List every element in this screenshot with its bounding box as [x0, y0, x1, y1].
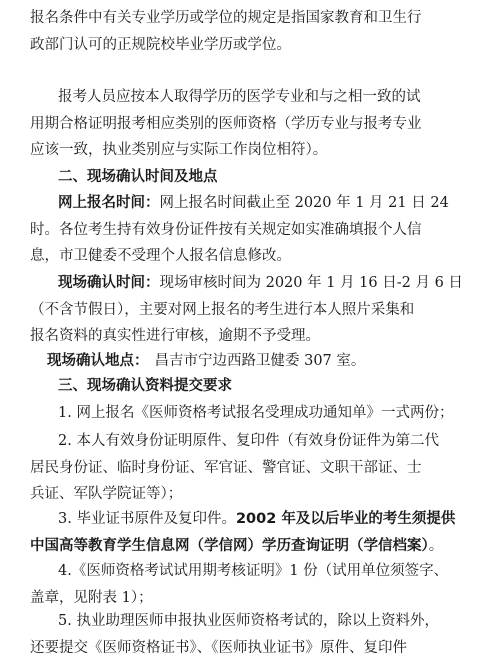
text-line: 1. 网上报名《医师资格考试报名受理成功通知单》一式两份； — [0, 400, 479, 427]
text-line: 还要提交《医师资格证书》、《医师执业证书》原件、复印件 — [0, 635, 479, 661]
section-heading-3 — [0, 373, 479, 400]
text-line: 应该一致，执业类别应与实际工作岗位相符）。 — [0, 137, 479, 164]
online-label: 网上报名时间： — [58, 195, 160, 211]
text-line: 兵证、军队学院证等）； — [0, 481, 479, 508]
text-line: 2. 本人有效身份证明原件、复印件（有效身份证件为第二代 — [0, 428, 479, 455]
list-item — [0, 428, 479, 508]
text-line: 息，市卫健委不受理个人报名信息修改。 — [0, 243, 479, 270]
paragraph-onsite-time — [0, 270, 479, 350]
location-label: 现场确认地点： — [47, 353, 149, 369]
text-line: 报名条件中有关专业学历或学位的规定是指国家教育和卫生行 — [0, 5, 479, 32]
list-item — [0, 608, 479, 661]
paragraph-qualification — [0, 5, 479, 58]
item3-text: 。 — [429, 538, 444, 554]
text-line: 居民身份证、临时身份证、军官证、警官证、文职干部证、士 — [0, 455, 479, 482]
location-value: 昌吉市宁边西路卫健委 307 室。 — [149, 353, 366, 369]
list-item — [0, 558, 479, 611]
text-line: 报考人员应按本人取得学历的医学专业和与之相一致的试 — [0, 84, 479, 111]
text-line: 用期合格证明报考相应类别的医师资格（学历专业与报考专业 — [0, 111, 479, 138]
text-line: 5. 执业助理医师申报执业医师资格考试的，除以上资料外， — [0, 608, 479, 635]
text-line: 政部门认可的正规院校毕业学历或学位。 — [0, 32, 479, 59]
paragraph-application-rules — [0, 84, 479, 164]
item3-text: 3. 毕业证书原件及复印件。 — [58, 511, 236, 527]
paragraph-online-registration — [0, 190, 479, 270]
paragraph-location — [0, 348, 479, 375]
item3-bold-text: 2002 年及以后毕业的考生须提供 — [236, 511, 455, 527]
text-line: 报名资料的真实性进行审核，逾期不予受理。 — [0, 323, 479, 350]
section-title: 三、现场确认资料提交要求 — [0, 373, 479, 400]
list-item — [0, 400, 479, 427]
text-line: （不含节假日），主要对网上报名的考生进行本人照片采集和 — [0, 297, 479, 324]
text-line: 盖章，见附表 1）； — [0, 585, 479, 612]
item3-bold-text: 中国高等教育学生信息网（学信网）学历查询证明（学信档案） — [30, 538, 429, 554]
list-item — [0, 506, 479, 559]
section-title: 二、现场确认时间及地点 — [0, 164, 479, 191]
onsite-text: 现场审核时间为 2020 年 1 月 16 日-2 月 6 日 — [160, 275, 463, 291]
online-text: 网上报名时间截止至 2020 年 1 月 21 日 24 — [160, 195, 449, 211]
text-line: 4.《医师资格考试试用期考核证明》1 份（试用单位须签字、 — [0, 558, 479, 585]
section-heading-2 — [0, 164, 479, 191]
text-line: 时。各位考生持有效身份证件按有关规定如实准确填报个人信 — [0, 217, 479, 244]
onsite-label: 现场确认时间： — [58, 275, 160, 291]
